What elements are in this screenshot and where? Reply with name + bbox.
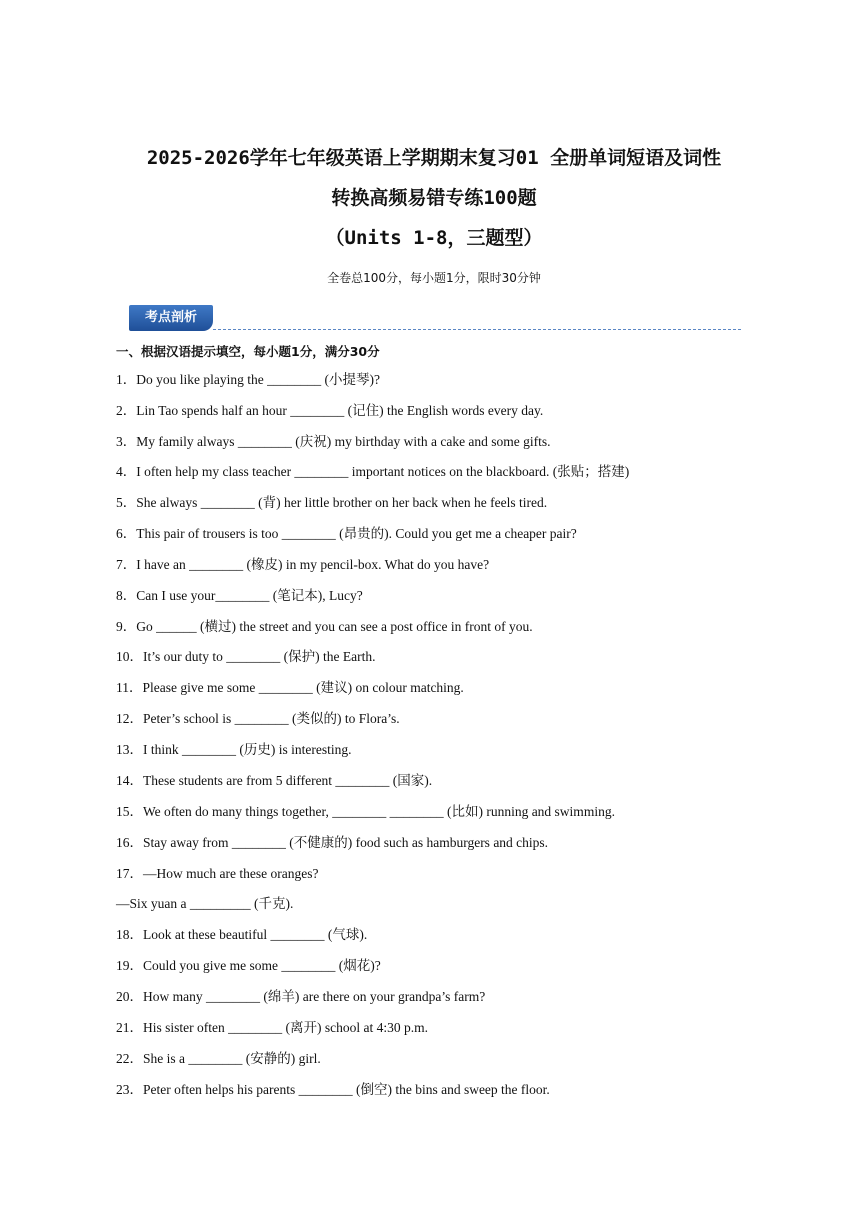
question-item-answer-line: —Six yuan a _________ (千克).: [116, 896, 294, 911]
question-item: 2．Lin Tao spends half an hour ________ (记住) the English words every day.: [116, 403, 544, 418]
question-item: 17．—How much are these oranges?: [116, 866, 319, 881]
question-item: 16．Stay away from ________ (不健康的) food such as hamburgers and chips.: [116, 835, 549, 850]
question-item: 18．Look at these beautiful ________ (气球).: [116, 927, 368, 942]
question-item: 11．Please give me some ________ (建议) on colour matching.: [116, 680, 464, 695]
question-item: 14．These students are from 5 different ________ (国家).: [116, 773, 433, 788]
question-item: 4．I often help my class teacher ________ important notices on the blackboard. (张贴；搭建): [116, 464, 630, 479]
question-item: 20．How many ________ (绵羊) are there on your grandpa’s farm?: [116, 989, 486, 1004]
question-item: 3．My family always ________ (庆祝) my birthday with a cake and some gifts.: [116, 434, 551, 449]
title-line-3: （Units 1-8，三题型）: [325, 227, 543, 249]
question-item: 8．Can I use your________ (笔记本), Lucy?: [116, 588, 363, 603]
question-item: 13．I think ________ (历史) is interesting.: [116, 742, 352, 757]
question-item: 21．His sister often ________ (离开) school at 4:30 p.m.: [116, 1020, 428, 1035]
section-heading: 一、根据汉语提示填空，每小题1分，满分30分: [116, 344, 380, 359]
question-item: 7．I have an ________ (橡皮) in my pencil-box. What do you have?: [116, 557, 490, 572]
question-item: 1．Do you like playing the ________ (小提琴)?: [116, 372, 380, 387]
question-item: 10．It’s our duty to ________ (保护) the Earth.: [116, 649, 376, 664]
question-item: 15．We often do many things together, ________ ________ (比如) running and swimming.: [116, 804, 615, 819]
question-item: 22．She is a ________ (安静的) girl.: [116, 1051, 321, 1066]
title-line-1: 2025-2026学年七年级英语上学期期末复习01 全册单词短语及词性: [146, 147, 722, 169]
question-item: 9．Go ______ (横过) the street and you can see a post office in front of you.: [116, 619, 533, 634]
question-item: 12．Peter’s school is ________ (类似的) to Flora’s.: [116, 711, 400, 726]
title-line-2: 转换高频易错专练100题: [331, 187, 537, 209]
subtitle: 全卷总100分，每小题1分，限时30分钟: [327, 271, 541, 285]
question-item: 23．Peter often helps his parents ________ (倒空) the bins and sweep the floor.: [116, 1082, 550, 1097]
section-badge: 考点剖析: [129, 305, 213, 331]
dashed-divider: [213, 329, 741, 330]
question-item: 6．This pair of trousers is too ________ (昂贵的). Could you get me a cheaper pair?: [116, 526, 577, 541]
question-item: 19．Could you give me some ________ (烟花)?: [116, 958, 381, 973]
question-item: 5．She always ________ (背) her little brother on her back when he feels tired.: [116, 495, 548, 510]
